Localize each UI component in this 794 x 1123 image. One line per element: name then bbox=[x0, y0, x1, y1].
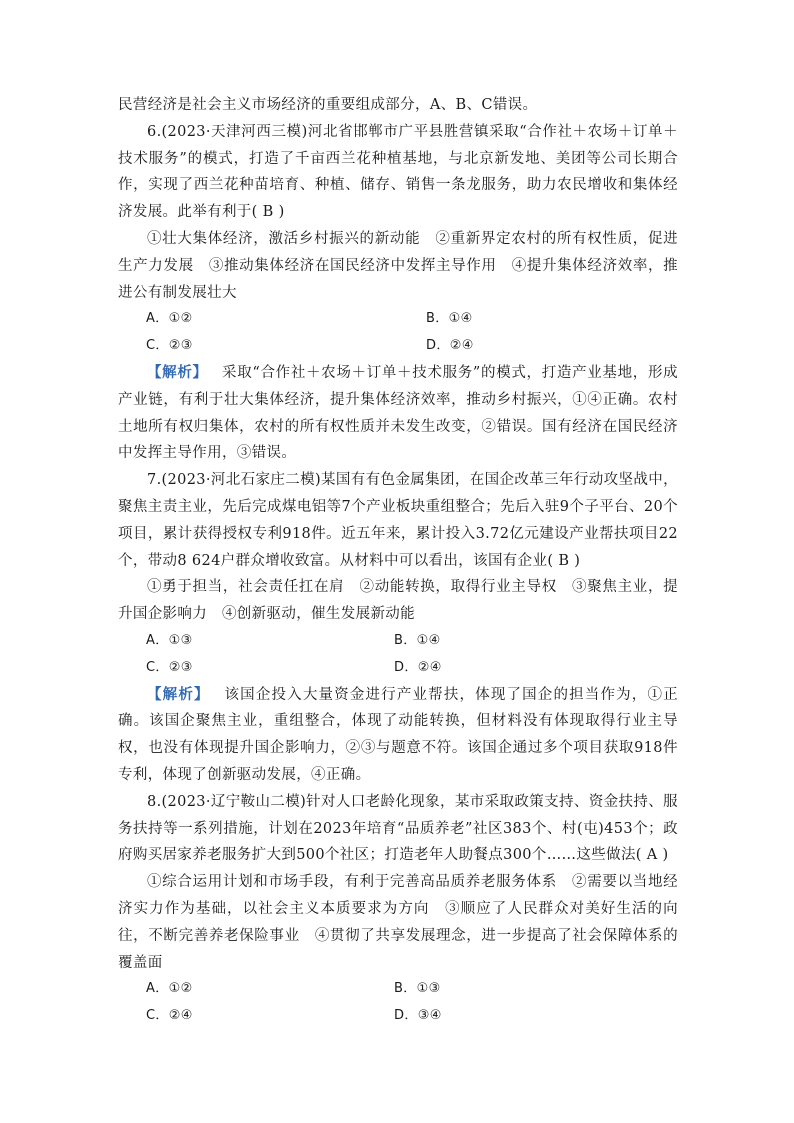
analysis-text: 该国企投入大量资金进行产业帮扶，体现了国企的担当作为，①正确。该国企聚焦主业，重组整合，体现了动能转换，但材料没有体现取得行业主导权，也没有体现提升国企影响力，②③与题意不符。该国企通过多个项目获取918件专利，体现了创新驱动发展，④正确。 bbox=[118, 686, 678, 783]
option-c: C．②③ bbox=[146, 338, 193, 354]
option-a: A．①② bbox=[146, 311, 193, 327]
question-6-analysis bbox=[118, 360, 678, 467]
analysis-label: 【解析】 bbox=[147, 364, 208, 381]
question-8-stem: 8.(2023·辽宁鞍山二模)针对人口老龄化现象，某市采取政策支持、资金扶持、服务扶持等一系列措施，计划在2023年培育“品质养老”社区383个、村(屯)453个；政府购买居家养老服务扩大到500个社区；打造老年人助餐点300个……这些做法( A ) bbox=[118, 793, 678, 864]
option-c: C．②③ bbox=[146, 659, 193, 675]
option-d: D．③④ bbox=[394, 1008, 442, 1024]
previous-analysis-tail: 民营经济是社会主义市场经济的重要组成部分，A、B、C错误。 bbox=[118, 97, 538, 113]
document-page bbox=[118, 92, 678, 1030]
option-d: D．②④ bbox=[426, 338, 474, 354]
question-7-statements: ①勇于担当，社会责任扛在肩 ②动能转换，取得行业主导权 ③聚焦主业，提升国企影响力 ④创新驱动，催生发展新动能 bbox=[118, 579, 678, 623]
question-8-options bbox=[118, 976, 678, 1030]
option-c: C．②④ bbox=[146, 1008, 193, 1024]
option-a: A．①③ bbox=[146, 632, 193, 648]
option-a: A．①② bbox=[146, 981, 193, 997]
question-6-options bbox=[118, 306, 678, 360]
question-7-analysis bbox=[118, 682, 678, 789]
analysis-label: 【解析】 bbox=[147, 686, 210, 703]
option-b: B．①④ bbox=[426, 311, 473, 327]
option-b: B．①④ bbox=[394, 632, 441, 648]
analysis-text: 采取“合作社＋农场＋订单＋技术服务”的模式，打造产业基地，形成产业链，有利于壮大集体经济，提升集体经济效率，推动乡村振兴，①④正确。农村土地所有权归集体，农村的所有权性质并未发生改变，②错误。国有经济在国民经济中发挥主导作用，③错误。 bbox=[118, 364, 678, 462]
question-7-stem: 7.(2023·河北石家庄二模)某国有有色金属集团，在国企改革三年行动攻坚战中，聚焦主责主业，先后完成煤电铝等7个产业板块重组整合；先后入驻9个子平台、20个项目，累计获得授权专利918件。近五年来，累计投入3.72亿元建设产业帮扶项目22个，带动8 624户群众增收致富。从材料中可以看出，该国有企业( B ) bbox=[118, 472, 678, 569]
option-b: B．①③ bbox=[394, 981, 441, 997]
question-8-statements: ①综合运用计划和市场手段，有利于完善高品质养老服务体系 ②需要以当地经济实力作为基础，以社会主义本质要求为方向 ③顺应了人民群众对美好生活的向往，不断完善养老保险事业 ④贯彻了共享发展理念，进一步提高了社会保障体系的覆盖面 bbox=[118, 874, 678, 971]
question-6-statements: ①壮大集体经济，激活乡村振兴的新动能 ②重新界定农村的所有权性质，促进生产力发展 ③推动集体经济在国民经济中发挥主导作用 ④提升集体经济效率，推进公有制发展壮大 bbox=[118, 230, 678, 301]
question-6-stem: 6.(2023·天津河西三模)河北省邯郸市广平县胜营镇采取“合作社＋农场＋订单＋技术服务”的模式，打造了千亩西兰花种植基地，与北京新发地、美团等公司长期合作，实现了西兰花种苗培育、种植、储存、销售一条龙服务，助力农民增收和集体经济发展。此举有利于( B ) bbox=[118, 123, 678, 221]
option-d: D．②④ bbox=[394, 659, 442, 675]
question-7-options bbox=[118, 628, 678, 682]
